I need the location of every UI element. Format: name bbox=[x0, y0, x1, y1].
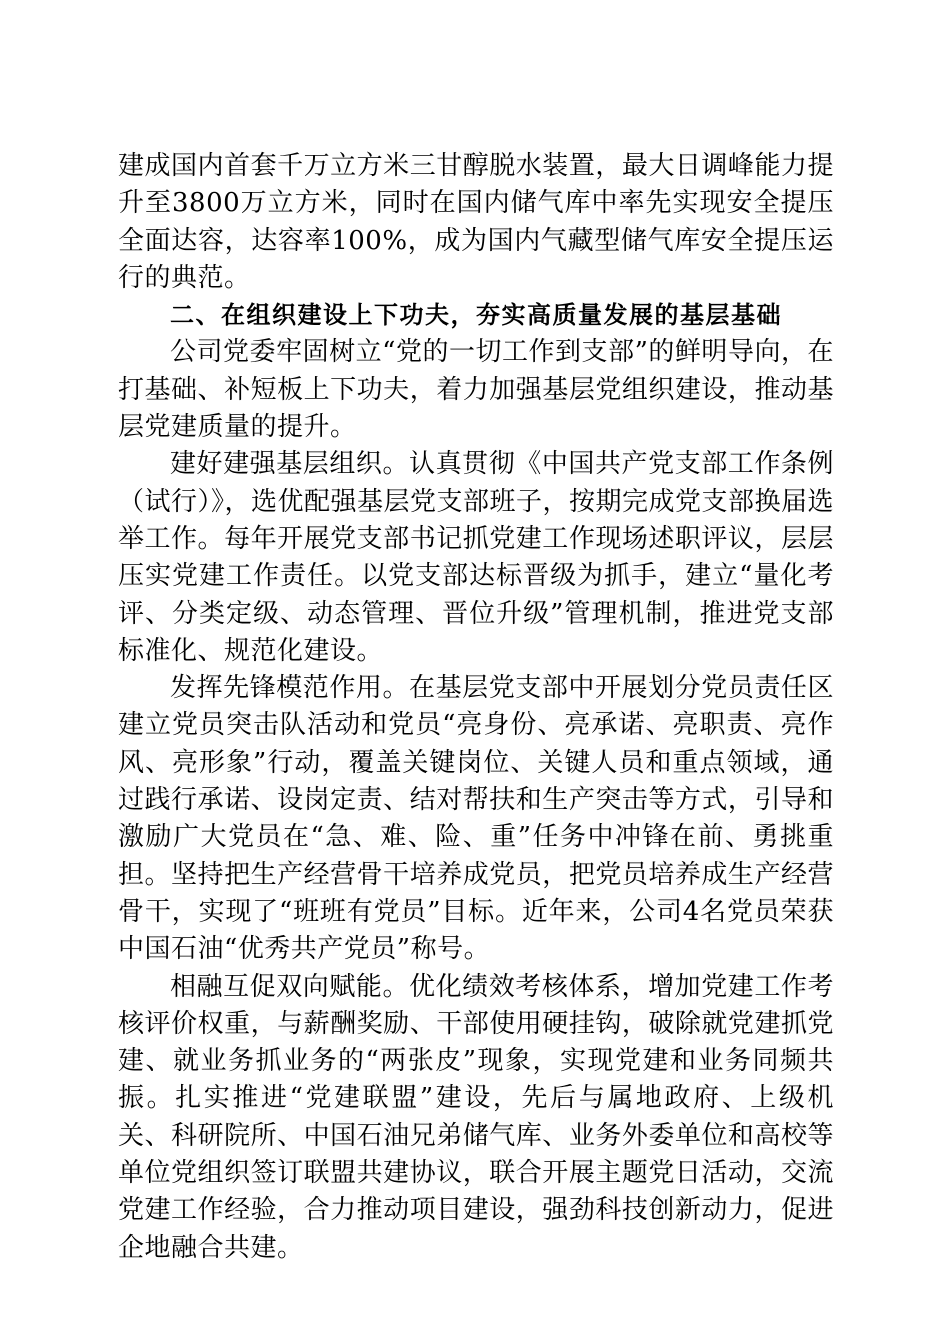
paragraph-organization: 建好建强基层组织。认真贯彻《中国共产党支部工作条例（试行）》，选优配强基层党支部班子，按期完成党支部换届选举工作。每年开展党支部书记抓党建工作现场述职评议，层层压实党建工作责任。以党支部达标晋级为抓手，建立“量化考评、分类定级、动态管理、晋位升级”管理机制，推进党支部标准化、规范化建设。 bbox=[118, 449, 835, 666]
document-body bbox=[118, 148, 834, 1267]
paragraph-intro: 公司党委牢固树立“党的一切工作到支部”的鲜明导向，在打基础、补短板上下功夫，着力加强基层党组织建设，推动基层党建质量的提升。 bbox=[118, 337, 834, 443]
section-heading: 二、在组织建设上下功夫，夯实高质量发展的基层基础 bbox=[170, 301, 782, 330]
paragraph-integration: 相融互促双向赋能。优化绩效考核体系，增加党建工作考核评价权重，与薪酬奖励、干部使用硬挂钩，破除就党建抓党建、就业务抓业务的“两张皮”现象，实现党建和业务同频共振。扎实推进“党建联盟”建设，先后与属地政府、上级机关、科研院所、中国石油兄弟储气库、业务外委单位和高校等单位党组织签订联盟共建协议，联合开展主题党日活动，交流党建工作经验，合力推动项目建设，强劲科技创新动力，促进企地融合共建。 bbox=[118, 971, 834, 1263]
paragraph-continuation: 建成国内首套千万立方米三甘醇脱水装置，最大日调峰能力提升至3800万立方米，同时在国内储气库中率先实现安全提压全面达容，达容率100%，成为国内气藏型储气库安全提压运行的典范。 bbox=[118, 151, 834, 293]
paragraph-vanguard: 发挥先锋模范作用。在基层党支部中开展划分党员责任区建立党员突击队活动和党员“亮身份、亮承诺、亮职责、亮作风、亮形象”行动，覆盖关键岗位、关键人员和重点领域，通过践行承诺、设岗定责、结对帮扶和生产突击等方式，引导和激励广大党员在“急、难、险、重”任务中冲锋在前、勇挑重担。坚持把生产经营骨干培养成党员，把党员培养成生产经营骨干，实现了“班班有党员”目标。近年来，公司4名党员荣获中国石油“优秀共产党员”称号。 bbox=[118, 673, 834, 965]
